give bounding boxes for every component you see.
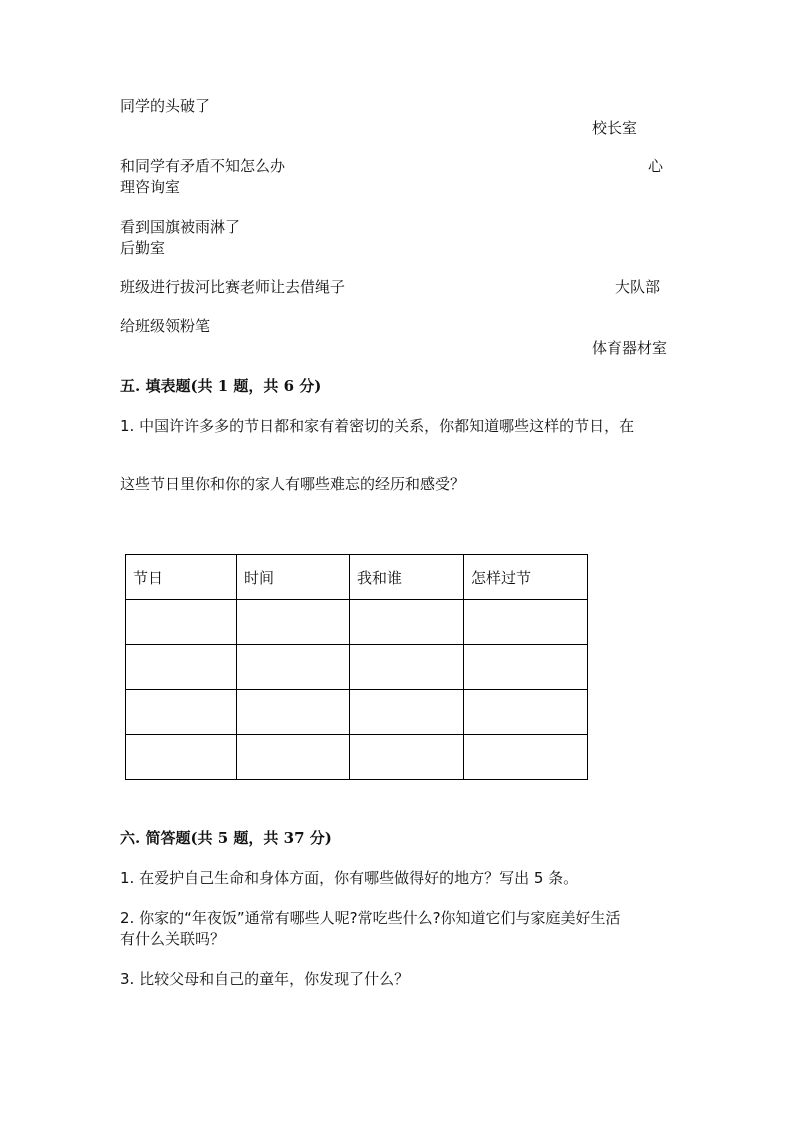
- match-left-item-2: 和同学有矛盾不知怎么办: [120, 157, 286, 175]
- match-left-item-4: 班级进行拔河比赛老师让去借绳子: [120, 278, 346, 296]
- section5-question-line1: 1. 中国许许多多的节日都和家有着密切的关系，你都知道哪些这样的节日，在: [120, 417, 635, 435]
- holiday-table: [125, 554, 588, 780]
- match-right-item-sports-room: 体育器材室: [592, 339, 668, 357]
- table-cell[interactable]: [237, 600, 350, 645]
- table-cell[interactable]: [237, 645, 350, 690]
- match-right-item-brigade: 大队部: [615, 278, 661, 296]
- table-cell[interactable]: [464, 690, 588, 735]
- table-header-time: 时间: [237, 555, 350, 600]
- table-row: [126, 690, 588, 735]
- table-cell[interactable]: [464, 735, 588, 780]
- match-right-item-principal-office: 校长室: [592, 119, 638, 137]
- table-row: [126, 735, 588, 780]
- table-cell[interactable]: [350, 735, 464, 780]
- match-left-item-3: 看到国旗被雨淋了: [120, 218, 241, 236]
- table-header-holiday: 节日: [126, 555, 237, 600]
- section6-question-2-line2: 有什么关联吗？: [120, 930, 226, 948]
- match-left-item-1: 同学的头破了: [120, 97, 211, 115]
- table-cell[interactable]: [126, 735, 237, 780]
- table-cell[interactable]: [464, 645, 588, 690]
- match-right-item-counseling-part1: 心: [648, 157, 664, 175]
- section6-question-1: 1. 在爱护自己生命和身体方面，你有哪些做得好的地方？写出 5 条。: [120, 869, 579, 887]
- table-cell[interactable]: [350, 645, 464, 690]
- match-right-item-logistics: 后勤室: [120, 239, 166, 257]
- section6-question-2-line1: 2. 你家的“年夜饭”通常有哪些人呢?常吃些什么?你知道它们与家庭美好生活: [120, 909, 621, 927]
- table-header-row: [126, 555, 588, 600]
- section5-heading: 五. 填表题(共 1 题，共 6 分): [120, 377, 322, 395]
- table-cell[interactable]: [350, 690, 464, 735]
- section5-question-line2: 这些节日里你和你的家人有哪些难忘的经历和感受？: [120, 475, 466, 493]
- section6-question-3: 3. 比较父母和自己的童年，你发现了什么？: [120, 970, 410, 988]
- table-cell[interactable]: [126, 600, 237, 645]
- table-cell[interactable]: [237, 690, 350, 735]
- section6-heading: 六. 简答题(共 5 题，共 37 分): [120, 829, 332, 847]
- match-left-item-5: 给班级领粉笔: [120, 317, 211, 335]
- table-row: [126, 600, 588, 645]
- table-cell[interactable]: [237, 735, 350, 780]
- table-cell[interactable]: [126, 690, 237, 735]
- table-header-how-celebrate: 怎样过节: [464, 555, 588, 600]
- table-header-with-whom: 我和谁: [350, 555, 464, 600]
- table-cell[interactable]: [464, 600, 588, 645]
- match-right-item-counseling-part2: 理咨询室: [120, 178, 181, 196]
- table-cell[interactable]: [126, 645, 237, 690]
- table-row: [126, 645, 588, 690]
- table-cell[interactable]: [350, 600, 464, 645]
